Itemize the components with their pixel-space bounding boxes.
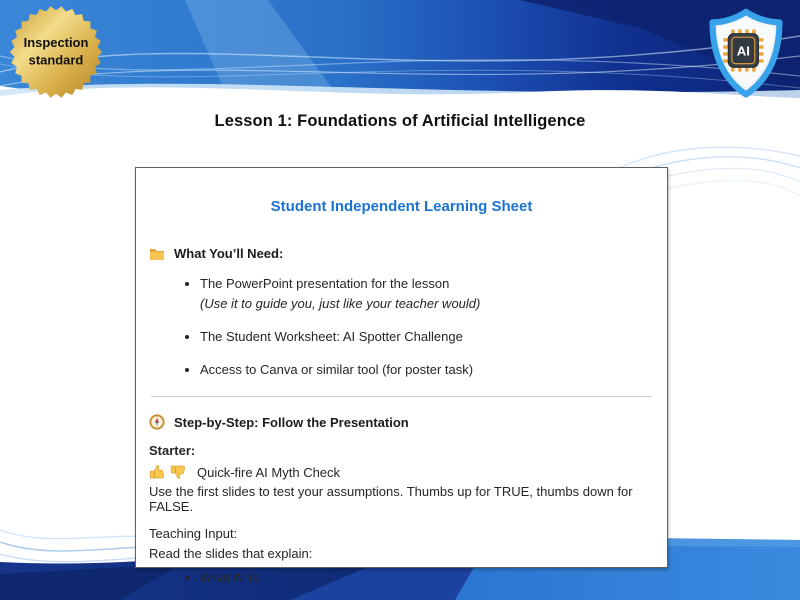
teaching-list [149, 570, 654, 585]
learning-sheet-card [135, 167, 668, 585]
header-wave-band [0, 0, 800, 112]
teaching-input-label: Teaching Input: [149, 526, 238, 541]
step-by-step-label: Step-by-Step: Follow the Presentation [174, 414, 409, 430]
starter-description: Use the first slides to test your assumptions. Thumbs up for TRUE, thumbs down for FALSE. [149, 484, 633, 514]
compass-icon [149, 414, 165, 430]
what-youll-need-heading [149, 246, 654, 261]
folder-icon [149, 247, 165, 261]
what-youll-need-label: What You’ll Need: [174, 246, 284, 261]
badge-line1: Inspection [23, 35, 89, 51]
teaching-intro: Read the slides that explain: [149, 546, 313, 561]
thumbs-up-icon [149, 464, 165, 480]
list-item: • The Student Worksheet: AI Spotter Challenge [200, 327, 654, 347]
inspection-standard-badge [8, 4, 104, 100]
starter-title-line [149, 464, 654, 480]
ai-chip-icon [723, 29, 763, 71]
list-item: • Access to Canva or similar tool (for poster task) [200, 360, 654, 380]
step-by-step-heading [149, 414, 654, 430]
thumbs-down-icon [170, 464, 186, 480]
need-list [149, 274, 654, 379]
list-item: • The PowerPoint presentation for the lesson (Use it to guide you, just like your teacher would) [200, 274, 654, 313]
list-item: • What AI is [200, 570, 654, 585]
starter-title: Quick-fire AI Myth Check [197, 464, 341, 480]
logo-label: AI [736, 43, 750, 59]
starter-label: Starter: [149, 443, 196, 458]
section-divider [151, 396, 652, 397]
badge-line2: standard [28, 52, 84, 68]
bullet-note: (Use it to guide you, just like your teacher would) [200, 295, 481, 311]
page-title: Lesson 1: Foundations of Artificial Intelligence [214, 112, 586, 130]
ai-shield-logo [702, 6, 790, 102]
sheet-title: Student Independent Learning Sheet [270, 198, 533, 215]
